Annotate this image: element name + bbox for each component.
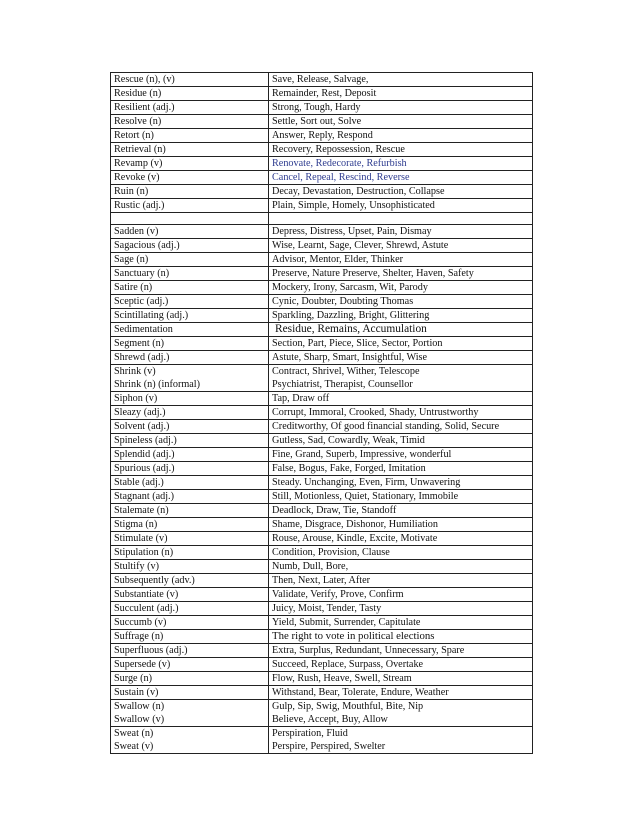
spacer-row — [111, 213, 533, 225]
word-cell — [111, 588, 269, 602]
word-text: Supersede (v) — [114, 659, 171, 670]
table-row — [111, 490, 533, 504]
word-text: Sustain (v) — [114, 687, 159, 698]
meaning-text: The right to vote in political elections — [272, 630, 435, 642]
meaning-cell — [269, 686, 533, 700]
word-cell — [111, 115, 269, 129]
meaning-text: Withstand, Bear, Tolerate, Endure, Weather — [272, 687, 449, 698]
table-row — [111, 239, 533, 253]
word-cell — [111, 281, 269, 295]
word-text: Shrink (n) (informal) — [114, 379, 201, 390]
meaning-cell — [269, 602, 533, 616]
table-row — [111, 560, 533, 574]
meaning-cell — [269, 727, 533, 754]
meaning-cell — [269, 588, 533, 602]
table-row — [111, 448, 533, 462]
table-row — [111, 171, 533, 185]
meaning-cell — [269, 672, 533, 686]
meaning-cell — [269, 267, 533, 281]
word-cell — [111, 686, 269, 700]
meaning-text: Cynic, Doubter, Doubting Thomas — [272, 296, 414, 307]
table-row — [111, 476, 533, 490]
meaning-cell — [269, 199, 533, 213]
word-text: Segment (n) — [114, 338, 165, 349]
word-cell — [111, 448, 269, 462]
meaning-text: Sparkling, Dazzling, Bright, Glittering — [272, 310, 430, 321]
table-row — [111, 185, 533, 199]
word-text: Substantiate (v) — [114, 589, 179, 600]
word-text: Retort (n) — [114, 130, 154, 141]
table-row — [111, 546, 533, 560]
meaning-cell — [269, 546, 533, 560]
word-text: Swallow (n) — [114, 701, 165, 712]
table-row — [111, 337, 533, 351]
table-row — [111, 365, 533, 392]
meaning-cell — [269, 420, 533, 434]
meaning-text: Mockery, Irony, Sarcasm, Wit, Parody — [272, 282, 428, 293]
meaning-text: Fine, Grand, Superb, Impressive, wonderful — [272, 449, 452, 460]
table-row — [111, 323, 533, 337]
word-cell — [111, 185, 269, 199]
table-row — [111, 225, 533, 239]
word-text: Sleazy (adj.) — [114, 407, 166, 418]
word-cell — [111, 129, 269, 143]
meaning-text: Psychiatrist, Therapist, Counsellor — [272, 379, 413, 390]
meaning-cell — [269, 532, 533, 546]
meaning-text: Astute, Sharp, Smart, Insightful, Wise — [272, 352, 428, 363]
meaning-text: Succeed, Replace, Surpass, Overtake — [272, 659, 424, 670]
meaning-text: Decay, Devastation, Destruction, Collapse — [272, 186, 445, 197]
meaning-cell — [269, 337, 533, 351]
table-row — [111, 588, 533, 602]
word-cell — [111, 504, 269, 518]
word-cell — [111, 602, 269, 616]
word-cell — [111, 309, 269, 323]
meaning-cell — [269, 448, 533, 462]
meaning-cell — [269, 281, 533, 295]
meaning-text: Settle, Sort out, Solve — [272, 116, 362, 127]
word-cell — [111, 87, 269, 101]
table-row — [111, 157, 533, 171]
meaning-cell — [269, 239, 533, 253]
word-cell — [111, 560, 269, 574]
table-row — [111, 392, 533, 406]
word-cell — [111, 658, 269, 672]
word-cell — [111, 532, 269, 546]
table-row — [111, 115, 533, 129]
word-text: Scintillating (adj.) — [114, 310, 189, 321]
meaning-text: Yield, Submit, Surrender, Capitulate — [272, 617, 421, 628]
meaning-text: Then, Next, Later, After — [272, 575, 371, 586]
word-text: Ruin (n) — [114, 186, 149, 197]
vocabulary-table-body — [111, 73, 533, 754]
meaning-cell — [269, 518, 533, 532]
meaning-cell — [269, 504, 533, 518]
table-row — [111, 129, 533, 143]
word-cell — [111, 225, 269, 239]
word-cell — [111, 143, 269, 157]
table-row — [111, 644, 533, 658]
table-row — [111, 518, 533, 532]
meaning-text: Condition, Provision, Clause — [272, 547, 390, 558]
word-cell — [111, 574, 269, 588]
meaning-cell — [269, 295, 533, 309]
word-text: Subsequently (adv.) — [114, 575, 195, 586]
word-text: Revoke (v) — [114, 172, 160, 183]
word-cell — [111, 351, 269, 365]
meaning-cell — [269, 630, 533, 644]
word-cell — [111, 199, 269, 213]
word-cell — [111, 101, 269, 115]
meaning-text: Juicy, Moist, Tender, Tasty — [272, 603, 382, 614]
meaning-text: Contract, Shrivel, Wither, Telescope — [272, 366, 420, 377]
word-cell — [111, 295, 269, 309]
table-row — [111, 658, 533, 672]
meaning-text: Cancel, Repeal, Rescind, Reverse — [272, 172, 410, 183]
meaning-text: Creditworthy, Of good financial standing, Solid, Secure — [272, 421, 500, 432]
meaning-text: Gulp, Sip, Swig, Mouthful, Bite, Nip — [272, 701, 424, 712]
word-cell — [111, 672, 269, 686]
table-row — [111, 199, 533, 213]
table-row — [111, 87, 533, 101]
meaning-cell — [269, 129, 533, 143]
table-row — [111, 602, 533, 616]
word-text: Surge (n) — [114, 673, 153, 684]
word-text: Suffrage (n) — [114, 631, 164, 642]
meaning-cell — [269, 462, 533, 476]
meaning-cell — [269, 351, 533, 365]
meaning-cell — [269, 434, 533, 448]
word-text: Stagnant (adj.) — [114, 491, 174, 502]
word-cell — [111, 157, 269, 171]
table-row — [111, 616, 533, 630]
word-cell — [111, 420, 269, 434]
meaning-text: Numb, Dull, Bore, — [272, 561, 349, 572]
meaning-text: Save, Release, Salvage, — [272, 74, 369, 85]
word-text: Shrink (v) — [114, 366, 156, 377]
meaning-cell — [269, 101, 533, 115]
meaning-cell — [269, 392, 533, 406]
word-text: Rustic (adj.) — [114, 200, 165, 211]
word-cell — [111, 630, 269, 644]
meaning-text: Wise, Learnt, Sage, Clever, Shrewd, Astute — [272, 240, 449, 251]
meaning-cell — [269, 225, 533, 239]
word-cell — [111, 490, 269, 504]
word-text: Sweat (n) — [114, 728, 154, 739]
meaning-text: Deadlock, Draw, Tie, Standoff — [272, 505, 397, 516]
word-cell — [111, 476, 269, 490]
meaning-cell — [269, 323, 533, 337]
table-row — [111, 281, 533, 295]
word-text: Sadden (v) — [114, 226, 159, 237]
meaning-text: Corrupt, Immoral, Crooked, Shady, Untrustworthy — [272, 407, 479, 418]
word-cell — [111, 365, 269, 392]
word-cell — [111, 700, 269, 727]
vocabulary-table-page — [110, 72, 532, 754]
meaning-text: Renovate, Redecorate, Refurbish — [272, 158, 407, 169]
table-row — [111, 253, 533, 267]
table-row — [111, 267, 533, 281]
word-cell — [111, 434, 269, 448]
word-text: Retrieval (n) — [114, 144, 166, 155]
table-row — [111, 351, 533, 365]
meaning-cell — [269, 143, 533, 157]
word-text: Resilient (adj.) — [114, 102, 175, 113]
table-row — [111, 700, 533, 727]
table-row — [111, 574, 533, 588]
meaning-cell — [269, 406, 533, 420]
meaning-text: Tap, Draw off — [272, 393, 330, 404]
meaning-cell — [269, 644, 533, 658]
meaning-text: Perspire, Perspired, Swelter — [272, 741, 386, 752]
meaning-text: Flow, Rush, Heave, Swell, Stream — [272, 673, 412, 684]
table-row — [111, 420, 533, 434]
table-row — [111, 406, 533, 420]
word-text: Rescue (n), (v) — [114, 74, 175, 85]
meaning-cell — [269, 73, 533, 87]
word-text: Shrewd (adj.) — [114, 352, 170, 363]
word-text: Stimulate (v) — [114, 533, 168, 544]
meaning-text: Remainder, Rest, Deposit — [272, 88, 377, 99]
word-text: Resolve (n) — [114, 116, 162, 127]
word-cell — [111, 462, 269, 476]
word-text: Revamp (v) — [114, 158, 163, 169]
word-cell — [111, 518, 269, 532]
word-text: Sagacious (adj.) — [114, 240, 180, 251]
meaning-cell — [269, 213, 533, 225]
meaning-cell — [269, 309, 533, 323]
meaning-cell — [269, 365, 533, 392]
meaning-text: Extra, Surplus, Redundant, Unnecessary, Spare — [272, 645, 465, 656]
meaning-text: Residue, Remains, Accumulation — [275, 323, 427, 335]
meaning-text: Believe, Accept, Buy, Allow — [272, 714, 388, 725]
vocabulary-table — [110, 72, 533, 754]
word-cell — [111, 253, 269, 267]
word-cell — [111, 644, 269, 658]
word-cell — [111, 727, 269, 754]
table-row — [111, 434, 533, 448]
table-row — [111, 504, 533, 518]
meaning-text: Depress, Distress, Upset, Pain, Dismay — [272, 226, 432, 237]
meaning-text: Validate, Verify, Prove, Confirm — [272, 589, 404, 600]
word-text: Spurious (adj.) — [114, 463, 175, 474]
meaning-cell — [269, 476, 533, 490]
word-cell — [111, 239, 269, 253]
table-row — [111, 532, 533, 546]
meaning-text: Plain, Simple, Homely, Unsophisticated — [272, 200, 435, 211]
word-text: Spineless (adj.) — [114, 435, 177, 446]
word-text: Succulent (adj.) — [114, 603, 179, 614]
meaning-text: Answer, Reply, Respond — [272, 130, 373, 141]
meaning-text: Strong, Tough, Hardy — [272, 102, 361, 113]
meaning-text: Preserve, Nature Preserve, Shelter, Haven, Safety — [272, 268, 474, 279]
table-row — [111, 462, 533, 476]
word-text: Stable (adj.) — [114, 477, 164, 488]
table-row — [111, 672, 533, 686]
word-text: Succumb (v) — [114, 617, 167, 628]
word-text: Stipulation (n) — [114, 547, 174, 558]
word-text: Sceptic (adj.) — [114, 296, 169, 307]
word-text: Stalemate (n) — [114, 505, 169, 516]
word-text: Sweat (v) — [114, 741, 154, 752]
word-text: Sage (n) — [114, 254, 149, 265]
word-cell — [111, 616, 269, 630]
word-cell — [111, 337, 269, 351]
table-row — [111, 143, 533, 157]
meaning-cell — [269, 658, 533, 672]
word-cell — [111, 546, 269, 560]
word-text: Satire (n) — [114, 282, 153, 293]
meaning-cell — [269, 171, 533, 185]
table-row — [111, 73, 533, 87]
meaning-text: Rouse, Arouse, Kindle, Excite, Motivate — [272, 533, 438, 544]
word-text: Siphon (v) — [114, 393, 158, 404]
word-cell — [111, 392, 269, 406]
meaning-text: Shame, Disgrace, Dishonor, Humiliation — [272, 519, 438, 530]
meaning-text: Recovery, Repossession, Rescue — [272, 144, 405, 155]
meaning-cell — [269, 115, 533, 129]
word-cell — [111, 171, 269, 185]
meaning-cell — [269, 700, 533, 727]
meaning-text: Section, Part, Piece, Slice, Sector, Portion — [272, 338, 443, 349]
word-text: Solvent (adj.) — [114, 421, 170, 432]
meaning-cell — [269, 574, 533, 588]
meaning-cell — [269, 157, 533, 171]
meaning-cell — [269, 253, 533, 267]
word-text: Stigma (n) — [114, 519, 158, 530]
word-text: Residue (n) — [114, 88, 162, 99]
table-row — [111, 309, 533, 323]
meaning-cell — [269, 560, 533, 574]
meaning-cell — [269, 490, 533, 504]
word-cell — [111, 213, 269, 225]
table-row — [111, 727, 533, 754]
word-cell — [111, 406, 269, 420]
word-text: Swallow (v) — [114, 714, 165, 725]
word-cell — [111, 323, 269, 337]
meaning-cell — [269, 616, 533, 630]
meaning-text: Perspiration, Fluid — [272, 728, 348, 739]
meaning-cell — [269, 185, 533, 199]
meaning-text: Steady. Unchanging, Even, Firm, Unwavering — [272, 477, 461, 488]
table-row — [111, 101, 533, 115]
meaning-text: Still, Motionless, Quiet, Stationary, Immobile — [272, 491, 459, 502]
word-cell — [111, 267, 269, 281]
word-text: Stultify (v) — [114, 561, 159, 572]
word-text: Superfluous (adj.) — [114, 645, 188, 656]
word-text: Sanctuary (n) — [114, 268, 170, 279]
meaning-text: Gutless, Sad, Cowardly, Weak, Timid — [272, 435, 425, 446]
table-row — [111, 686, 533, 700]
meaning-text: False, Bogus, Fake, Forged, Imitation — [272, 463, 426, 474]
meaning-text: Advisor, Mentor, Elder, Thinker — [272, 254, 403, 265]
table-row — [111, 630, 533, 644]
word-text: Splendid (adj.) — [114, 449, 175, 460]
word-cell — [111, 73, 269, 87]
table-row — [111, 295, 533, 309]
meaning-cell — [269, 87, 533, 101]
word-text: Sedimentation — [114, 324, 173, 335]
